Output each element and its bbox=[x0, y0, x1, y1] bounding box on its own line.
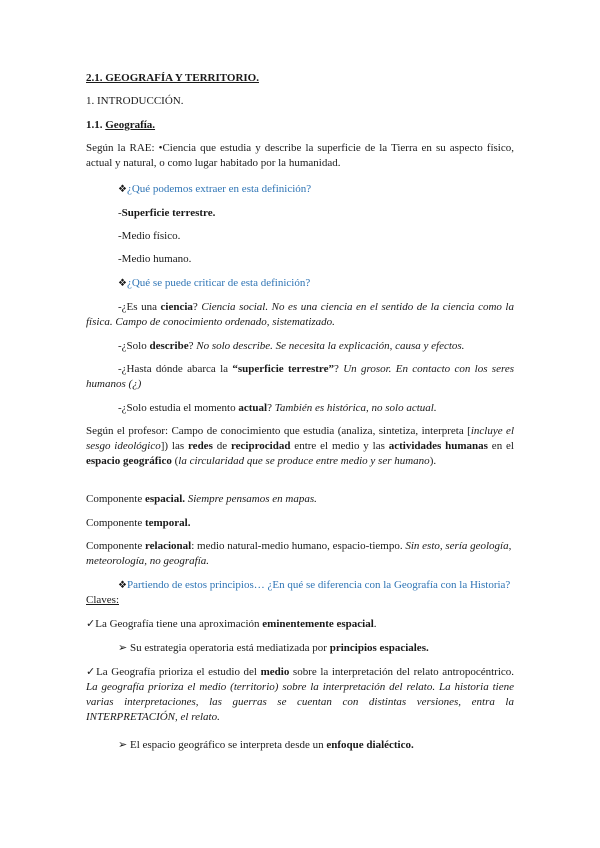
item-medio-fisico: -Medio físico. bbox=[118, 230, 181, 242]
arrow-icon: ➢ bbox=[118, 739, 128, 751]
principles-question-text: Partiendo de estos principios… ¿En qué se diferencia con la Geografía con la Historia? bbox=[126, 579, 511, 591]
critique-describe-pre: -¿Solo bbox=[118, 340, 150, 352]
prof-text-1: Según el profesor: Campo de conocimiento que estudia (analiza, sintetiza, interpreta [ bbox=[86, 425, 471, 437]
arrow-icon: ➢ bbox=[118, 642, 128, 654]
prof-text-3: de bbox=[212, 440, 231, 452]
principles-claves: Claves: bbox=[86, 594, 119, 606]
critique-actual-italic: También es histórica, no solo actual. bbox=[274, 402, 437, 414]
critique-actual-bold: actual bbox=[238, 402, 268, 414]
subsection-title: Geografía. bbox=[105, 119, 156, 131]
prof-text-7: ). bbox=[429, 455, 437, 467]
critique-superficie-q: ? bbox=[334, 363, 344, 375]
question-critique-text: ¿Qué se puede criticar de esta definición? bbox=[126, 277, 311, 289]
item-superficie-text: Superficie terrestre. bbox=[121, 207, 216, 219]
critique-actual-q: ? bbox=[267, 402, 275, 414]
critique-ciencia-q: ? bbox=[192, 301, 202, 313]
component-temporal-pre: Componente bbox=[86, 517, 145, 529]
prof-bold-espacio: espacio geográfico bbox=[86, 455, 172, 467]
component-espacial-italic: Siempre pensamos en mapas. bbox=[185, 493, 317, 505]
critique-describe-italic: No solo describe. Se necesita la explicación, causa y efectos. bbox=[196, 340, 465, 352]
critique-actual bbox=[86, 401, 514, 416]
arrow-item-dialectico-pre: El espacio geográfico se interpreta desde un bbox=[127, 739, 327, 751]
prof-text-6: ( bbox=[171, 455, 179, 467]
critique-describe bbox=[86, 339, 514, 354]
diamond-bullet-icon: ❖ bbox=[118, 580, 127, 591]
prof-bold-actividades: actividades humanas bbox=[388, 440, 488, 452]
component-relacional-bold: relacional bbox=[144, 540, 192, 552]
prof-text-4: entre el medio y las bbox=[290, 440, 389, 452]
question-extract bbox=[86, 182, 514, 197]
question-critique bbox=[86, 276, 514, 291]
professor-definition bbox=[86, 424, 514, 469]
critique-describe-q: ? bbox=[188, 340, 197, 352]
critique-superficie-italic: Un grosor. En contacto con los seres humanos (¿) bbox=[86, 363, 514, 390]
component-relacional-pre: Componente bbox=[86, 540, 145, 552]
component-relacional-mid: : medio natural-medio humano, espacio-tiempo. bbox=[191, 540, 406, 552]
check-item-medio-italic: La geografía prioriza el medio (territorio) sobre la interpretación del relato. La historia tiene varias interpretaciones, las guerras se cuentan con distintas versiones, entra la INTERPRETACIÓN, el relato. bbox=[86, 681, 514, 723]
critique-ciencia-pre: -¿Es una bbox=[118, 301, 161, 313]
critique-ciencia bbox=[86, 300, 514, 330]
check-item-medio-pre: La Geografía prioriza el estudio del bbox=[96, 666, 261, 678]
check-item-medio bbox=[86, 665, 514, 725]
subsection-heading bbox=[86, 118, 514, 133]
arrow-item-principios-bold: principios espaciales. bbox=[329, 642, 429, 654]
prof-bold-redes: redes bbox=[188, 440, 213, 452]
component-espacial-bold: espacial. bbox=[144, 493, 185, 505]
component-relacional-italic: Sin esto, sería geología, meteorología, no geografía. bbox=[86, 540, 512, 567]
diamond-bullet-icon: ❖ bbox=[118, 184, 127, 195]
check-item-medio-mid: sobre la interpretación del relato antropocéntrico. bbox=[289, 666, 515, 678]
item-medio-humano: -Medio humano. bbox=[118, 253, 192, 265]
item-dash: - bbox=[118, 207, 122, 219]
check-icon: ✓ bbox=[86, 666, 97, 678]
critique-describe-bold: describe bbox=[149, 340, 189, 352]
section-heading: 2.1. GEOGRAFÍA Y TERRITORIO. bbox=[86, 72, 259, 84]
check-item-espacial-end: . bbox=[373, 618, 377, 630]
arrow-item-dialectico-bold: enfoque dialéctico. bbox=[326, 739, 414, 751]
critique-superficie bbox=[86, 362, 514, 392]
rae-definition: Según la RAE: •Ciencia que estudia y describe la superficie de la Tierra en su aspecto físico, actual y natural, o como lugar habitado por la humanidad. bbox=[86, 142, 514, 169]
check-item-espacial-bold: eminentemente espacial bbox=[262, 618, 374, 630]
critique-ciencia-italic: Ciencia social. No es una ciencia en el sentido de la ciencia como la física. Campo de conocimiento ordenado, sistematizado. bbox=[86, 301, 514, 328]
prof-bold-reciprocidad: reciprocidad bbox=[230, 440, 291, 452]
critique-actual-pre: -¿Solo estudia el momento bbox=[118, 402, 239, 414]
intro-heading: 1. INTRODUCCIÓN. bbox=[86, 95, 184, 107]
subsection-number: 1.1. bbox=[86, 119, 103, 131]
principles-question bbox=[86, 578, 514, 608]
check-item-espacial-pre: La Geografía tiene una aproximación bbox=[95, 618, 263, 630]
check-item-medio-bold: medio bbox=[260, 666, 290, 678]
critique-ciencia-bold: ciencia bbox=[160, 301, 193, 313]
component-temporal bbox=[86, 516, 514, 531]
arrow-item-principios bbox=[86, 641, 514, 656]
check-item-espacial bbox=[86, 617, 514, 632]
check-icon: ✓ bbox=[86, 618, 96, 630]
prof-italic-1: incluye el sesgo ideológico bbox=[86, 425, 514, 452]
arrow-item-dialectico bbox=[86, 738, 514, 753]
prof-text-2: ]) las bbox=[160, 440, 188, 452]
question-extract-text: ¿Qué podemos extraer en esta definición? bbox=[126, 183, 312, 195]
prof-italic-2: la circularidad que se produce entre medio y ser humano bbox=[178, 455, 430, 467]
component-temporal-bold: temporal. bbox=[144, 517, 191, 529]
component-relacional bbox=[86, 539, 514, 569]
component-espacial-pre: Componente bbox=[86, 493, 145, 505]
critique-superficie-pre: -¿Hasta dónde abarca la bbox=[118, 363, 233, 375]
item-superficie bbox=[86, 206, 514, 221]
diamond-bullet-icon: ❖ bbox=[118, 278, 127, 289]
critique-superficie-bold: “superficie terrestre” bbox=[232, 363, 334, 375]
arrow-item-principios-pre: Su estrategia operatoria está mediatizada por bbox=[127, 642, 330, 654]
component-espacial bbox=[86, 492, 514, 507]
prof-text-5: en el bbox=[487, 440, 514, 452]
